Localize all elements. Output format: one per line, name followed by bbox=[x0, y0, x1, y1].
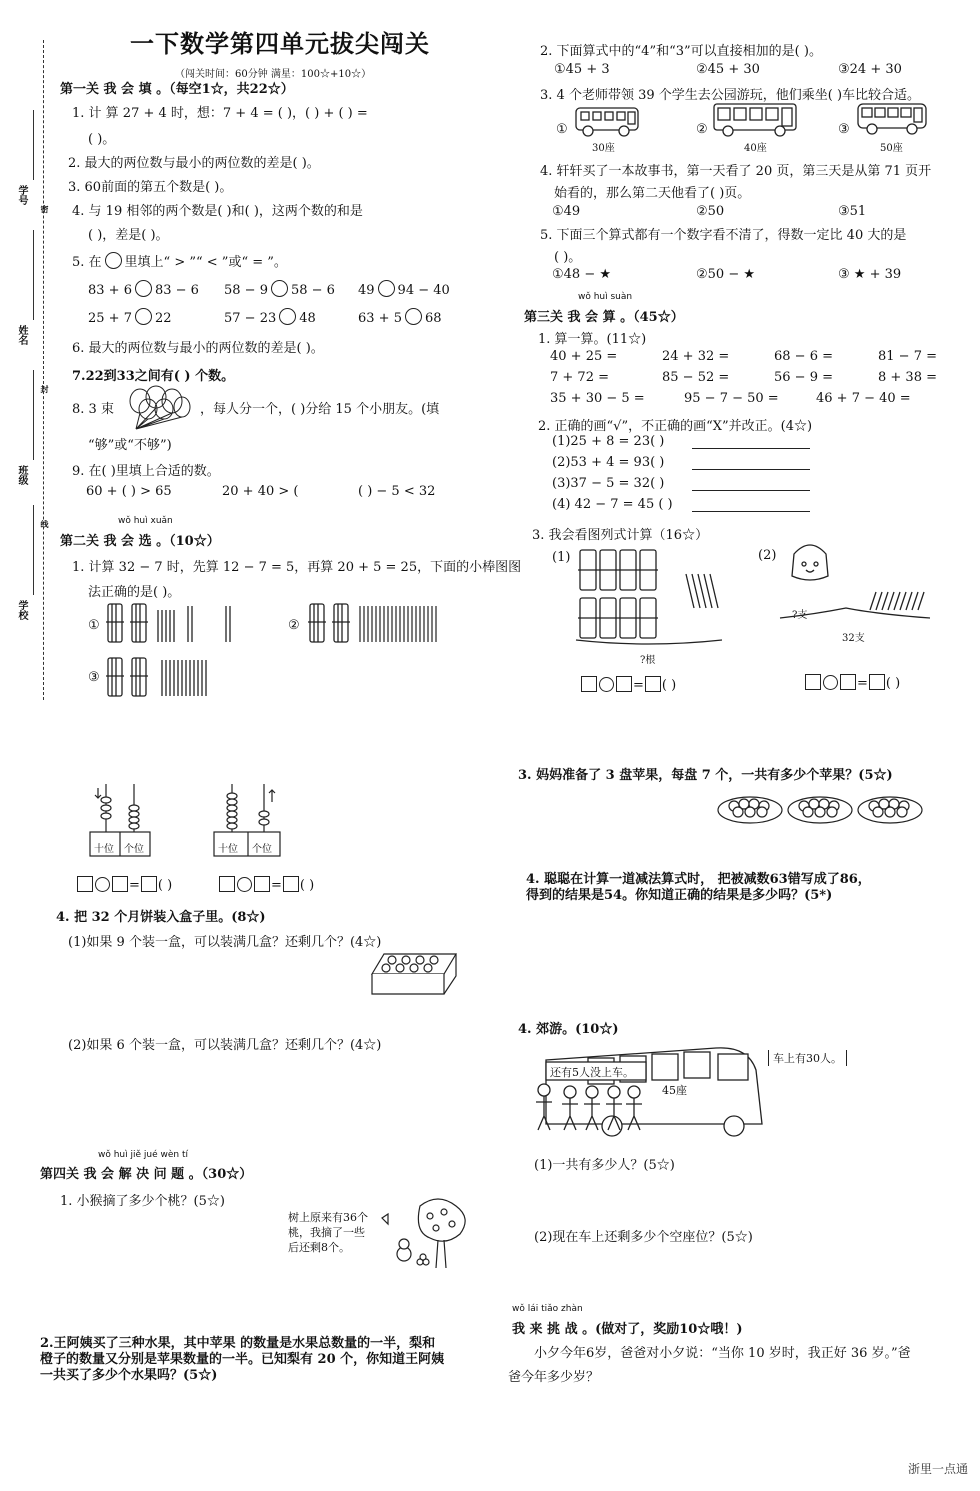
s1-q9: 9. 在( )里填上合适的数。 bbox=[72, 464, 220, 479]
circle-icon bbox=[271, 280, 288, 297]
calc-cell: 68 − 6 = bbox=[774, 349, 833, 364]
calc-cell: 56 − 9 = bbox=[774, 370, 833, 385]
s3-q4-part2: (2)如果 6 个装一盒，可以装满几盒？还剩几个？(4☆) bbox=[68, 1038, 382, 1053]
equation-template-2: = ( ) bbox=[804, 674, 900, 691]
answer-box bbox=[581, 676, 597, 692]
circle-icon bbox=[279, 308, 296, 325]
s2-q2-opt3: ③24 + 30 bbox=[838, 62, 902, 77]
s2-q4-opt2: ②50 bbox=[696, 204, 725, 219]
mooncake-box-icon bbox=[368, 950, 460, 1000]
compare-item: 83 + 6 83 − 6 bbox=[88, 280, 199, 298]
answer-box bbox=[805, 674, 821, 690]
s3-pinyin: wǒ huì suàn bbox=[578, 292, 633, 302]
s1-q2: 2. 最大的两位数与最小的两位数的差是( )。 bbox=[68, 156, 320, 171]
stick-bundle-diagram-2 bbox=[308, 600, 444, 646]
s2-q4-line1: 4. 轩轩买了一本故事书，第一天看了 20 页，第三天是从第 71 页开 bbox=[540, 164, 932, 179]
s4-q5: 4. 郊游。(10☆) bbox=[518, 1022, 619, 1037]
unknown-pens-label: ?支 bbox=[792, 610, 808, 621]
answer-box bbox=[219, 876, 235, 892]
section-2-title: 第二关 我 会 选 。（10☆） bbox=[60, 534, 220, 549]
judge-item: (3)37 − 5 = 32( ) bbox=[552, 476, 665, 491]
s2-pinyin: wǒ huì xuǎn bbox=[118, 516, 173, 526]
s2-q5-line1: 5. 下面三个算式都有一个数字看不清了，得数一定比 40 大的是 bbox=[540, 228, 907, 243]
compare-item: 58 − 9 58 − 6 bbox=[224, 280, 335, 298]
circle-icon bbox=[135, 308, 152, 325]
bus-note-onboard: 车上有30人。 bbox=[768, 1050, 847, 1066]
answer-box bbox=[254, 876, 270, 892]
circle-icon bbox=[135, 280, 152, 297]
margin-label-student-id: 学号 bbox=[16, 185, 27, 205]
abacus-ones-label: 个位 bbox=[124, 844, 144, 855]
s3-q1: 1. 算一算。(11☆) bbox=[538, 332, 647, 347]
s2-q5-opt2: ②50 − ★ bbox=[696, 267, 756, 282]
section-1-title: 第一关 我 会 填 。（每空1☆，共22☆） bbox=[60, 82, 294, 97]
s2-q3: 3. 4 个老师带领 39 个学生去公园游玩，他们乘坐( )车比较合适。 bbox=[540, 88, 921, 103]
s3-q3-part1-label: (1) bbox=[552, 550, 571, 565]
page-title: 一下数学第四单元拔尖闯关 bbox=[130, 29, 430, 58]
apple-plates-picture bbox=[716, 790, 924, 826]
s2-opt-3: ③ bbox=[88, 670, 100, 685]
s3-q4-part1: (1)如果 9 个装一盒，可以装满几盒？还剩几个？(4☆) bbox=[68, 935, 382, 950]
s4-q4-line2: 得到的结果是54。你知道正确的结果是多少吗？(5*) bbox=[526, 888, 833, 903]
answer-box bbox=[141, 876, 157, 892]
margin-line bbox=[33, 110, 34, 180]
calc-cell: 35 + 30 − 5 = bbox=[550, 391, 645, 406]
compare-item: 63 + 5 68 bbox=[358, 308, 442, 326]
bus-icon bbox=[712, 102, 798, 138]
margin-line bbox=[33, 370, 34, 460]
s5-q1: 小夕今年6岁，爸爸对小夕说：“当你 10 岁时，我正好 36 岁。”爸 bbox=[534, 1346, 911, 1361]
abacus-tens-label: 十位 bbox=[94, 844, 114, 855]
abacus-tens-label: 十位 bbox=[218, 844, 238, 855]
stick-bundle-diagram-3 bbox=[106, 654, 236, 700]
answer-line bbox=[692, 511, 810, 512]
s4-pinyin: wǒ huì jiě jué wèn tí bbox=[98, 1150, 188, 1160]
s2-q3-opt1: ① bbox=[556, 122, 568, 137]
s5-pinyin: wǒ lái tiǎo zhàn bbox=[512, 1304, 583, 1314]
s2-q2: 2. 下面算式中的“4”和“3”可以直接相加的是( )。 bbox=[540, 44, 822, 59]
s2-q3-opt3: ③ bbox=[838, 122, 850, 137]
calc-cell: 85 − 52 = bbox=[662, 370, 730, 385]
s2-q4-opt1: ①49 bbox=[552, 204, 581, 219]
section-4-title: 第四关 我 会 解 决 问 题 。（30☆） bbox=[40, 1167, 253, 1182]
s1-q8-b: ，每人分一个，( )分给 15 个小朋友。(填 bbox=[200, 402, 440, 417]
s2-q1-line2: 法正确的是( )。 bbox=[88, 585, 181, 600]
bus-seats-3: 50座 bbox=[880, 143, 903, 154]
stick-bundles-picture bbox=[574, 544, 730, 652]
circle-icon bbox=[378, 280, 395, 297]
compare-item: 25 + 7 22 bbox=[88, 308, 172, 326]
judge-item: (2)53 + 4 = 93( ) bbox=[552, 455, 665, 470]
answer-box bbox=[112, 876, 128, 892]
s1-q9-a: 60 + ( ) > 65 bbox=[86, 484, 172, 499]
bus-icon bbox=[574, 106, 640, 138]
s1-q5: 5. 在 里填上“ > ”“ < ”或“ = ”。 bbox=[72, 251, 287, 270]
s1-q6: 6. 最大的两位数与最小的两位数的差是( )。 bbox=[72, 341, 324, 356]
s1-q4-line1: 4. 与 19 相邻的两个数是( )和( )，这两个数的和是 bbox=[72, 204, 363, 219]
margin-tag: 封 bbox=[40, 385, 50, 393]
s3-q2: 2. 正确的画“√”，不正确的画“X”并改正。(4☆) bbox=[538, 419, 813, 434]
answer-line bbox=[692, 490, 810, 491]
calc-cell: 95 − 7 − 50 = bbox=[684, 391, 779, 406]
s5-q2: 爸今年多少岁？ bbox=[508, 1370, 600, 1385]
s4-q2-line1: 2.王阿姨买了三种水果，其中苹果 的数量是水果总数量的一半，梨和 bbox=[40, 1336, 436, 1351]
s2-q2-opt1: ①45 + 3 bbox=[554, 62, 610, 77]
s1-q3: 3. 60前面的第五个数是( )。 bbox=[68, 180, 233, 195]
s2-q5-opt1: ①48 − ★ bbox=[552, 267, 612, 282]
stick-bundle-diagram-1 bbox=[106, 600, 236, 646]
s4-q5-part2: (2)现在车上还剩多少个空座位？(5☆) bbox=[534, 1230, 753, 1245]
margin-line bbox=[33, 230, 34, 320]
s1-q4-line2: ( )，差是( )。 bbox=[88, 228, 169, 243]
circle-icon bbox=[105, 252, 122, 269]
s1-q1-line1: 1. 计 算 27 + 4 时，想：7 + 4 = ( )，( ) + ( ) = bbox=[72, 106, 368, 121]
calc-cell: 24 + 32 = bbox=[662, 349, 730, 364]
s3-q3-part2-label: (2) bbox=[758, 548, 777, 563]
pencil-case-icon bbox=[786, 534, 834, 584]
s1-q1-line2: ( )。 bbox=[88, 132, 116, 147]
answer-box bbox=[645, 676, 661, 692]
compare-item: 49 94 − 40 bbox=[358, 280, 450, 298]
answer-line bbox=[692, 448, 810, 449]
equation-template-1: = ( ) bbox=[580, 676, 676, 693]
s3-q4: 4. 把 32 个月饼装入盒子里。(8☆) bbox=[56, 910, 266, 925]
operator-circle bbox=[599, 677, 614, 692]
s1-q8-c: “够”或“不够”) bbox=[88, 438, 172, 453]
abacus-ones-label: 个位 bbox=[252, 844, 272, 855]
section-3-title: 第三关 我 会 算 。（45☆） bbox=[524, 310, 684, 325]
compare-item: 57 − 23 48 bbox=[224, 308, 316, 326]
watermark: 浙里一点通 bbox=[907, 1462, 968, 1476]
s4-q1: 1. 小猴摘了多少个桃？(5☆) bbox=[60, 1194, 225, 1209]
s4-q5-part1: (1)一共有多少人？(5☆) bbox=[534, 1158, 675, 1173]
binding-dashed-line bbox=[43, 40, 44, 700]
answer-box bbox=[616, 676, 632, 692]
calc-cell: 40 + 25 = bbox=[550, 349, 618, 364]
answer-line bbox=[692, 469, 810, 470]
s2-q1-line1: 1. 计算 32 − 7 时，先算 12 − 7 = 5，再算 20 + 5 = 25，下面的小棒图图 bbox=[72, 560, 522, 575]
bus-outing-picture bbox=[528, 1040, 768, 1144]
s2-q2-opt2: ②45 + 30 bbox=[696, 62, 760, 77]
answer-box bbox=[869, 674, 885, 690]
calc-cell: 81 − 7 = bbox=[878, 349, 937, 364]
margin-label-name: 姓名 bbox=[16, 325, 27, 345]
section-5-title: 我 来 挑 战 。(做对了，奖励10☆哦！) bbox=[512, 1322, 743, 1337]
equation-template-3: = ( ) bbox=[76, 876, 172, 893]
s1-q8-a: 8. 3 束 bbox=[72, 402, 114, 417]
s2-q4-opt3: ③51 bbox=[838, 204, 867, 219]
s2-q5-opt3: ③ ★ + 39 bbox=[838, 267, 902, 282]
bus-note-waiting: 还有5人没上车。 bbox=[550, 1066, 634, 1079]
bus-seats-1: 30座 bbox=[592, 143, 615, 154]
monkey-peach-tree-picture bbox=[380, 1196, 474, 1272]
margin-tag: 密 bbox=[40, 205, 50, 213]
margin-line bbox=[33, 505, 34, 595]
operator-circle bbox=[823, 675, 838, 690]
bus-seats-2: 40座 bbox=[744, 143, 767, 154]
s2-opt-2: ② bbox=[288, 618, 300, 633]
unknown-sticks-label: ?根 bbox=[640, 655, 656, 666]
s4-q2-line3: 一共买了多少个水果吗？(5☆) bbox=[40, 1368, 218, 1383]
bus-seats-label: 45座 bbox=[662, 1084, 687, 1097]
calc-cell: 8 + 38 = bbox=[878, 370, 937, 385]
s4-q3: 3. 妈妈准备了 3 盘苹果，每盘 7 个，一共有多少个苹果？(5☆) bbox=[518, 768, 893, 783]
margin-tag: 线 bbox=[40, 520, 50, 528]
answer-box bbox=[283, 876, 299, 892]
s3-q3: 3. 我会看图列式计算（16☆） bbox=[532, 528, 709, 543]
s1-q9-b: 20 + 40 > ( bbox=[222, 484, 299, 499]
operator-circle bbox=[237, 877, 252, 892]
equation-template-4: = ( ) bbox=[218, 876, 314, 893]
margin-label-class: 班级 bbox=[16, 465, 27, 485]
exam-meta: （闯关时间：60分钟 满星：100☆+10☆） bbox=[175, 69, 372, 80]
s4-q2-line2: 橙子的数量又分别是苹果数量的一半。已知梨有 20 个，你知道王阿姨 bbox=[40, 1352, 445, 1367]
calc-cell: 46 + 7 − 40 = bbox=[816, 391, 911, 406]
margin-label-school: 学校 bbox=[16, 600, 27, 620]
total-pens-label: 32支 bbox=[842, 633, 865, 644]
answer-box bbox=[840, 674, 856, 690]
judge-item: (4) 42 − 7 = 45 ( ) bbox=[552, 497, 673, 512]
balloons-icon bbox=[118, 385, 194, 431]
answer-box bbox=[77, 876, 93, 892]
s1-q7: 7.22到33之间有( ) 个数。 bbox=[72, 369, 235, 384]
bus-icon bbox=[856, 102, 928, 138]
s4-q4-line1: 4. 聪聪在计算一道减法算式时， 把被减数63错写成了86， bbox=[526, 872, 871, 887]
s2-q5-line2: ( )。 bbox=[554, 250, 582, 265]
s2-q4-line2: 始看的，那么第二天他看了( )页。 bbox=[554, 186, 751, 201]
calc-cell: 7 + 72 = bbox=[550, 370, 609, 385]
monkey-speech-bubble: 树上原来有36个 桃，我摘了一些 后还剩8个。 bbox=[288, 1211, 368, 1254]
circle-icon bbox=[405, 308, 422, 325]
s2-opt-1: ① bbox=[88, 618, 100, 633]
s2-q3-opt2: ② bbox=[696, 122, 708, 137]
operator-circle bbox=[95, 877, 110, 892]
judge-item: (1)25 + 8 = 23( ) bbox=[552, 434, 665, 449]
s1-q9-c: ( ) − 5 < 32 bbox=[358, 484, 436, 499]
